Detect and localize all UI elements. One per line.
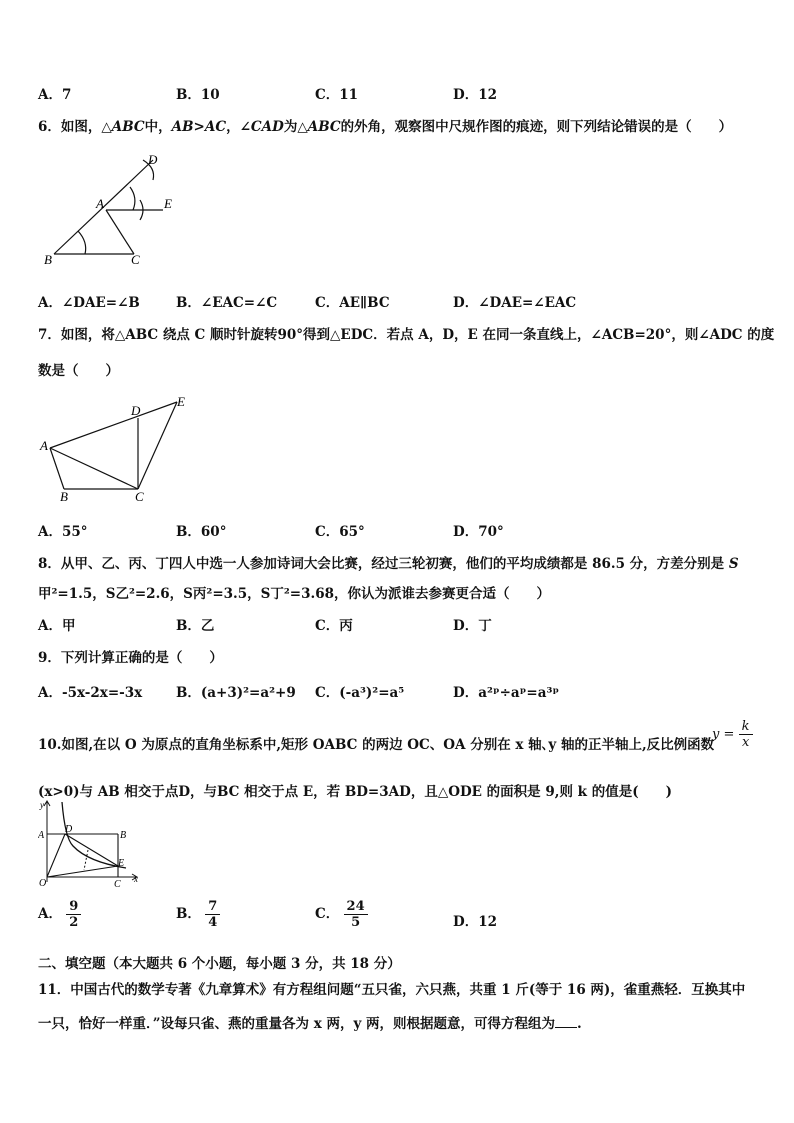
- q10-option-b-num: 7: [205, 899, 220, 915]
- section2-title: 二、填空题（本大题共 6 个小题，每小题 3 分，共 18 分）: [38, 956, 401, 972]
- q6-stem-tri: △ABC: [101, 119, 145, 135]
- q9-option-d: D．a²ᵖ÷aᵖ=a³ᵖ: [453, 685, 560, 701]
- q9-option-b: B．(a+3)²=a²+9: [176, 685, 296, 701]
- q6-stem-angle: ∠CAD: [239, 119, 284, 135]
- q6-label-c: C: [131, 252, 140, 267]
- q10-option-a-num: 9: [66, 899, 81, 915]
- q8-stem-line2: 甲²=1.5，S乙²=2.6，S丙²=3.5，S丁²=3.68，你认为派谁去参赛更合适（ ）: [38, 586, 550, 602]
- q10-line-de: [65, 834, 118, 866]
- q6-label-d: D: [148, 152, 158, 167]
- q10-func-num: k: [739, 719, 753, 735]
- q9-option-c: C．(-a³)²=a⁵: [315, 685, 405, 701]
- q10-label-o: O: [39, 878, 47, 889]
- q5-option-b: B．10: [176, 87, 220, 103]
- q10-label-d: D: [65, 824, 73, 835]
- q10-option-c-letter: C．: [315, 906, 340, 922]
- q10-func-frac: [739, 719, 753, 750]
- q6-arc-a: [130, 187, 135, 210]
- q7-stem-line2: 数是（ ）: [38, 363, 119, 379]
- q10-figure: [38, 798, 148, 890]
- q6-stem-mid3: 为: [283, 119, 298, 135]
- q6-option-c: C．AE∥BC: [315, 295, 390, 311]
- q6-stem-tri2: △ABC: [297, 119, 341, 135]
- q11-line2: [38, 1012, 582, 1032]
- q9-option-a: A．-5x-2x=-3x: [38, 685, 143, 701]
- q8-option-b: B．乙: [176, 618, 215, 634]
- q10-label-y: y: [40, 800, 44, 810]
- q10-option-a: [38, 899, 81, 930]
- q10-func-den: x: [741, 735, 750, 750]
- q6-stem-mid1: 中，: [144, 119, 172, 135]
- q6-stem-mid2: ，: [226, 119, 240, 135]
- q11-answer-blank[interactable]: [555, 1015, 577, 1028]
- q6-stem-pre: 6．如图，: [38, 119, 102, 135]
- q7-label-e: E: [177, 394, 185, 409]
- q8-stem-text1: 8．从甲、乙、丙、丁四人中选一人参加诗词大会比赛，经过三轮初赛，他们的平均成绩都是 86.5 分，方差分别是: [38, 556, 725, 572]
- q10-option-b-letter: B．: [176, 906, 201, 922]
- q10-label-c: C: [114, 879, 121, 890]
- q10-label-a: A: [38, 830, 45, 841]
- q10-function: [712, 719, 753, 750]
- q10-func-y: y =: [712, 727, 735, 742]
- q10-option-c-frac: [344, 899, 368, 930]
- q10-option-a-den: 2: [69, 915, 79, 930]
- q10-hyperbola: [62, 802, 126, 868]
- q7-option-c: C．65°: [315, 524, 365, 540]
- q7-option-b: B．60°: [176, 524, 227, 540]
- q10-option-a-letter: A．: [38, 906, 62, 922]
- q6-stem-cond: AB>AC: [171, 119, 227, 135]
- q8-option-d: D．丁: [453, 618, 492, 634]
- q7-label-d: D: [131, 403, 141, 418]
- q9-stem: 9．下列计算正确的是（ ）: [38, 650, 223, 666]
- q7-label-b: B: [60, 489, 68, 504]
- q10-stem-line1: 10.如图,在以 O 为原点的直角坐标系中,矩形 OABC 的两边 OC、OA 分别在 x 轴､y 轴的正半轴上,反比例函数: [38, 737, 715, 753]
- q7-line-ae: [50, 402, 177, 448]
- q7-figure: [38, 392, 198, 507]
- q5-option-a: A．7: [38, 87, 72, 103]
- q5-option-c: C．11: [315, 87, 359, 103]
- q7-option-a: A．55°: [38, 524, 88, 540]
- q6-label-a: A: [96, 196, 104, 211]
- q10-stem-line2: (x>0)与 AB 相交于点D，与BC 相交于点 E，若 BD=3AD，且△ODE 的面积是 9,则 k 的值是( ): [38, 784, 672, 800]
- q6-label-b: B: [44, 252, 52, 267]
- q7-label-c: C: [135, 489, 144, 504]
- q10-dashed-line: [84, 850, 88, 870]
- q10-label-x: x: [134, 874, 138, 884]
- q6-option-d: D．∠DAE=∠EAC: [453, 295, 577, 311]
- q7-label-a: A: [40, 438, 48, 453]
- q11-line1: 11．中国古代的数学专著《九章算术》有方程组问题“五只雀，六只燕，共重 1 斤(等于 16 两)，雀重燕轻．互换其中: [38, 982, 746, 998]
- q8-stem-s: S: [728, 556, 739, 572]
- q10-line-oe: [47, 866, 118, 877]
- q10-option-b: [176, 899, 220, 930]
- q7-line-ec: [138, 402, 177, 489]
- q10-option-c: [315, 899, 368, 930]
- q10-option-c-den: 5: [351, 915, 361, 930]
- q6-figure: [38, 150, 188, 270]
- q7-line-ac: [50, 448, 138, 489]
- q6-option-a: A．∠DAE=∠B: [38, 295, 140, 311]
- q7-stem-line1: 7．如图，将△ABC 绕点 C 顺时针旋转90°得到△EDC．若点 A，D，E 在同一条直线上，∠ACB=20°，则∠ADC 的度: [38, 327, 775, 343]
- q11-line2-text: 一只，恰好一样重．”设每只雀、燕的重量各为 x 两，y 两，则根据题意，可得方程组为: [38, 1016, 556, 1032]
- q6-label-e: E: [164, 196, 172, 211]
- q6-line-ac: [106, 210, 134, 254]
- q6-stem: [38, 115, 732, 135]
- q7-option-d: D．70°: [453, 524, 504, 540]
- q6-option-b: B．∠EAC=∠C: [176, 295, 278, 311]
- q8-option-a: A．甲: [38, 618, 76, 634]
- q6-arc-b: [78, 231, 86, 254]
- q11-line2-end: .: [577, 1016, 582, 1032]
- q8-option-c: C．丙: [315, 618, 353, 634]
- q8-stem-line1: [38, 552, 739, 572]
- q10-option-c-num: 24: [344, 899, 368, 915]
- q10-label-b: B: [120, 830, 127, 841]
- q10-option-b-frac: [205, 899, 220, 930]
- q10-option-a-frac: [66, 899, 81, 930]
- q5-option-d: D．12: [453, 87, 497, 103]
- q10-line-od: [47, 834, 65, 877]
- q10-label-e: E: [118, 858, 125, 869]
- q6-stem-post: 的外角，观察图中尺规作图的痕迹，则下列结论错误的是（ ）: [340, 119, 733, 135]
- q10-option-b-den: 4: [208, 915, 218, 930]
- q10-option-d: D．12: [453, 914, 497, 930]
